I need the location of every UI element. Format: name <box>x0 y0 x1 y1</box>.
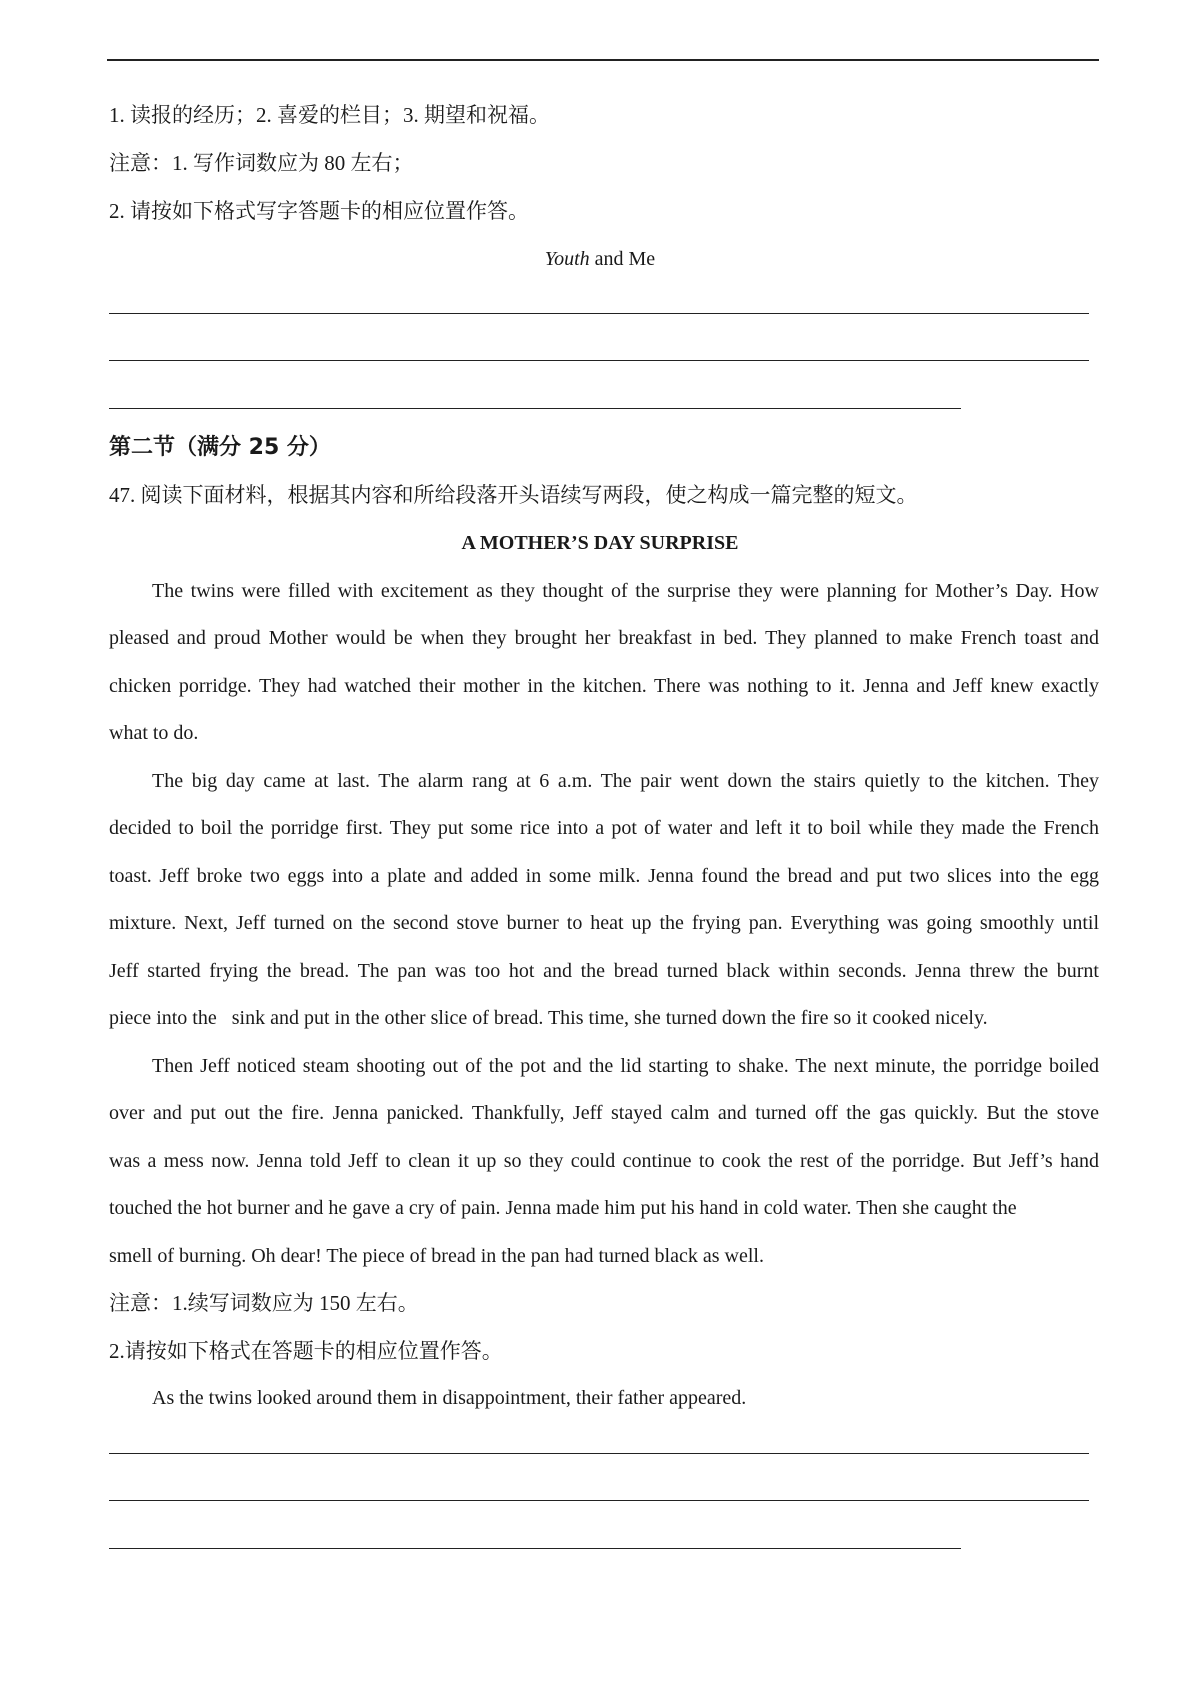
continuation-line-1[interactable] <box>109 1453 1089 1454</box>
paragraph-3-line: smell of burning. Oh dear! The piece of bread in the pan had turned black as well. <box>109 1245 764 1267</box>
task-1-note-1: 注意：1. 写作词数应为 80 左右； <box>109 151 414 175</box>
paragraph-2-line: toast. Jeff broke two eggs into a plate and added in some milk. Jenna found the bread and put two slices into the egg <box>109 865 1099 887</box>
task-1-points: 1. 读报的经历；2. 喜爱的栏目；3. 期望和祝福。 <box>109 103 550 127</box>
paragraph-1-line: chicken porridge. They had watched their mother in the kitchen. There was nothing to it. Jenna and Jeff knew exactly <box>109 675 1099 697</box>
paragraph-1-line: what to do. <box>109 722 199 744</box>
section-2-note-1: 注意：1.续写词数应为 150 左右。 <box>109 1291 419 1315</box>
paragraph-2-line: decided to boil the porridge first. They put some rice into a pot of water and left it to boil while they made the French <box>109 817 1099 839</box>
answer-line-3[interactable] <box>109 408 961 409</box>
paragraph-3-line: over and put out the fire. Jenna panicked. Thankfully, Jeff stayed calm and turned off the gas quickly. But the stove <box>109 1102 1099 1124</box>
question-47-prompt: 47. 阅读下面材料，根据其内容和所给段落开头语续写两段，使之构成一篇完整的短文。 <box>109 483 918 507</box>
essay-title-italic: Youth <box>544 248 590 270</box>
story-title: A MOTHER’S DAY SURPRISE <box>461 532 739 554</box>
continuation-line-2[interactable] <box>109 1500 1089 1501</box>
paragraph-3-line: was a mess now. Jenna told Jeff to clean it up so they could continue to cook the rest of the porridge. But Jeff’s hand <box>109 1150 1099 1172</box>
continuation-line-3[interactable] <box>109 1548 961 1549</box>
section-2-heading: 第二节（满分 25 分） <box>109 435 331 460</box>
essay-title <box>0 245 1200 273</box>
paragraph-2-line: Jeff started frying the bread. The pan was too hot and the bread turned black within seconds. Jenna threw the burnt <box>109 960 1099 982</box>
answer-line-1[interactable] <box>109 313 1089 314</box>
section-2-note-2: 2.请按如下格式在答题卡的相应位置作答。 <box>109 1339 503 1363</box>
paragraph-2-line: The big day came at last. The alarm rang at 6 a.m. The pair went down the stairs quietly to the kitchen. They <box>152 770 1099 792</box>
paragraph-3-line: Then Jeff noticed steam shooting out of the pot and the lid starting to shake. The next minute, the porridge boiled <box>152 1055 1099 1077</box>
paragraph-1-line: pleased and proud Mother would be when they brought her breakfast in bed. They planned to make French toast and <box>109 627 1099 649</box>
paragraph-2-line: mixture. Next, Jeff turned on the second stove burner to heat up the frying pan. Everything was going smoothly until <box>109 912 1099 934</box>
paragraph-2-line: piece into the sink and put in the other slice of bread. This time, she turned down the fire so it cooked nicely. <box>109 1007 988 1029</box>
top-rule <box>107 59 1099 61</box>
paragraph-1-line: The twins were filled with excitement as they thought of the surprise they were planning for Mother’s Day. How <box>152 580 1099 602</box>
essay-title-rest: and Me <box>589 248 656 270</box>
paragraph-3-line: touched the hot burner and he gave a cry of pain. Jenna made him put his hand in cold water. Then she caught the <box>109 1197 1017 1219</box>
task-1-note-2: 2. 请按如下格式写字答题卡的相应位置作答。 <box>109 199 529 223</box>
continuation-start: As the twins looked around them in disappointment, their father appeared. <box>152 1387 747 1409</box>
answer-line-2[interactable] <box>109 360 1089 361</box>
